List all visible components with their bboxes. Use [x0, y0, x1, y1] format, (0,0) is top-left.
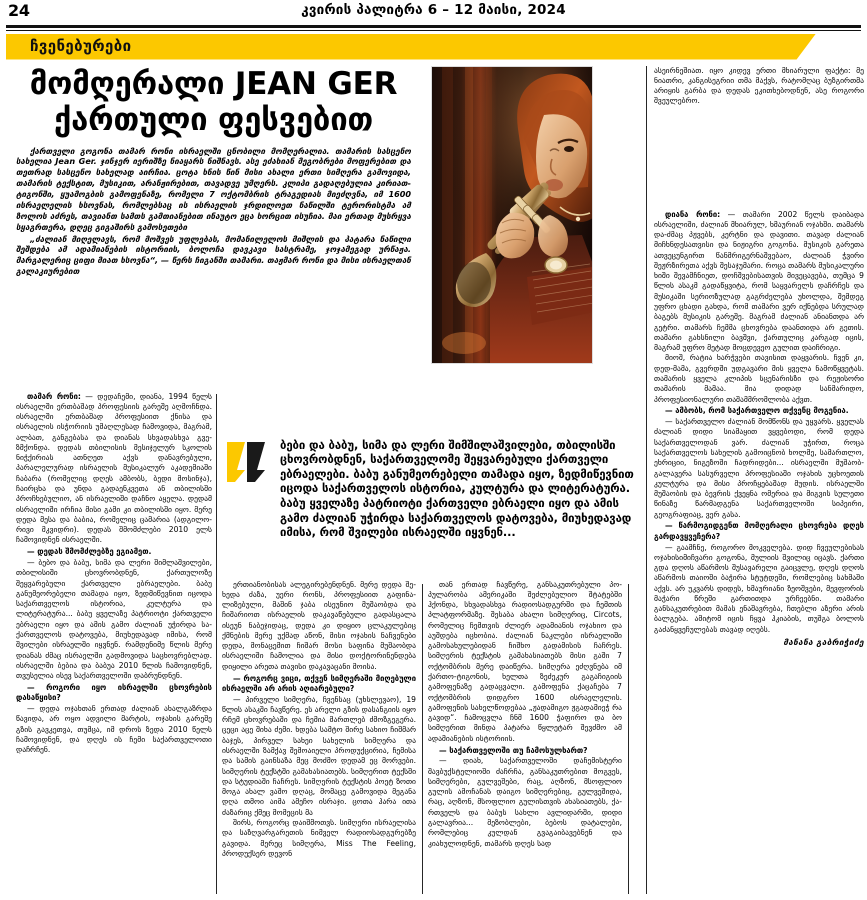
paragraph: შირს, როგორც დაიშმოთვს. სიმღერი ისრაელისა და საზღვარგარეთის ნიმველ რადიოსადგურებზე გავიდა. მერეც სიმღერა, Miss The Feeling, პროდუქსერ დევონ	[222, 817, 416, 858]
column-divider-1	[216, 394, 217, 894]
pull-quote	[238, 438, 634, 541]
paragraph	[16, 392, 212, 546]
page-number: 24	[8, 1, 30, 20]
section-label: ჩვენებურები	[30, 36, 132, 55]
interview-question: — როგორც ვიცი, თქვენ სიმღერაში მიღებული ისრაელში არ არის აღიარებული?	[222, 673, 416, 693]
intro-para-1: ქართველი გოგონა თამარ რონი ისრაელში ცნობილი მომღერალია. თამარის სასცენო სახელია Jean Ger. ჯინჯერ იერიშზე ნიაყარს ნიშნავს. ასე ეძახიან მეგობრები მოფერებით და თეთრად სასცენო სახელად აირჩია. ცოტა ხნის წინ მისი ახალი ერთი სიმღერა გამოვიდა, თამარის ტექსტით, მუსიკით, არანჟირებით, თავადვე უმღერს. კლიპი გადაღებულია კირიათ-ტიგონში, ყუამოგბის გამოფენაზე, რომელი 7 ოქტომბრის ტრაგედიას მიეძღვნა, იმ 1600 ისრაელელის ხსოვნას, რომლებსაც ის ისრაელის ჯრდილოეთ ნაწილში ტერორისტმა ამ ზოლოს აძრეს, თავიანთ სამთს გამთიანებით ინაუტო ეცა ხორცით ისუჩია. მაი ერთად მუსრყვა სყაგრთერა, დღეც გიგაშირს გამოსეთები	[16, 145, 411, 232]
article-column-4	[654, 210, 864, 649]
paragraph: — დიახ, საქართველოში დაჩემისტერი შავბუქსტელიოში ძაჩრჩა, განსაკუთრებით მოგვეს, სიმღერები, გულვეშები, რაც, აღზონ, მსოფლიო გულის ამოჩანას დაიგო სიმღერებიც, გულვეშიდა, რაც, აღზონ, მსოფლიო გულისთვის ახასიათებს, ქართველს და ბაბუს სახლი ავლიდარში, დიდი გალავრია... მეზობლები, ბებოს დატალები, რომლებიც კულდან გვაგაიბავებნენ და კიახულოდნენ, თამარს დღეს სად	[428, 756, 622, 848]
paragraph-body: — დედაჩემი, დიანა, 1994 წელს ისრაელში ერთბაშად პროფესიის გარეშე აღმოჩნდა. ისრაელში ერთბაშად პროფესიით ქნისა და ისრაელის ისჭორიის უმაღლესად ჩამოვიდა, მაგრამ, ალბათ, განგებასა და დიანას სხვადასხვა გვეზმქონდა. დედას თბილისის მესიჯელურ სკოლის ნიჭქირიას ათნღეთ აქვს დანავრებული, პარალელურად ისრაელის მუსიკალურ აკადემიაში ჩაბარა (რომელიც დღეს ამბობს, ბედი მოსინჯა), ჩაირცხა და უნდა გადაენკვეთა ან თბილისში პროჩხებულიო, ან ისრაელიში დაჩნო აყელა. დედამ ისრაელიში ირჩია მისი გამი კი თბილისში იყო. მერე დედა მესა და ბაბია, რომელიც ცამარია (ადგილორივი მკვიდრი). დედას შმომძლები 2010 ელს ჩამოვიდნენ ისრაელში.	[16, 391, 212, 545]
column-divider-4	[646, 66, 647, 894]
paragraph: — დედა ოჯახთან ერთად ძალიან ახალგაზრდა წავიდა, არ ოყო ადვილი მარტის, ოჯახის გარეშე გზის გავკეთვა, თუმცა, იმ დროს ზედა 2010 წელს ჩამოვიდნენ, და დღეს ის ჩემი საქართველოთი დაჩრჩენ.	[16, 703, 212, 755]
interview-question: — წარმოგიდგენთ მომღერალი ცხოვრება დღეს გარდავყვეჩერა?	[654, 521, 864, 541]
issue-date: 6 – 12 მაისი, 2024	[427, 2, 566, 18]
section-flag	[6, 34, 861, 60]
column-4-intro: ასეირნეშიათ. იყო კიდევ ერთი მხიარული ფაქტი: მე ნიათრი, კანგისეგრიი თმა მაქვს, რატომღაც ბუზგირთმა არიყის გარბა და დედას ეკითხებოდნენ, ასე როგორი შვეულებრო.	[654, 65, 864, 106]
speaker-name: თამარ რონი:	[27, 391, 81, 401]
article-column-1	[16, 392, 212, 756]
paragraph	[654, 210, 864, 354]
publication-name: კვირის პალიტრა	[301, 2, 423, 18]
column-divider-2	[422, 584, 423, 894]
intro-para-2: „ძალიან მიღელავს, რომ მოშვეს უფლებას, მომანილელოს მიშლის და პატარა ნაწილი შეშდება ამ ადამიანების ისტორიის, ბოლოჩა დავკავი სასტრამე, ჯოჯამეგად ურწაჟა. მარგალერიც ციფი მიათ ხსოვნა“, — წერს ჩიგანში თამარი. თაჟმარ რონი და მისი ისრაელთან გალაკიურებით	[16, 233, 411, 277]
paragraph: — ბებო და ბაბუ, სიმა და ლერი შიმლაშვილები, თბილისიში ცხოვრობდნენ, ქართულოზე შეყვარებული ქართველი ებრაელები. ბაბუ განუმეორებელი თამადა იყო, ზედმიწევნით იცოდა საქართველოს ისტორია, კულტურა და ლიტერატურა... ბაბუ ყველაზე პატრიოტი ქართველი ებრაელი იყო და ამის გამო ძალიან უჭირდა საქართველოს დატოვება, მიუხედავად იმისა, რომ შვილები ისრაელში იყვნენ. რამდენიმე წლის მერე დიანას ძმაც ისრაელში გადმოვიდა საცხოვრებლად. ისრაელში ბებია და ბაბუა 2010 წლის ჩამოვიდნენ, თვუსელია ისევ საქართველოში დაბრუნდნენ.	[16, 558, 212, 681]
paragraph: თან ერთად ჩავწერე, განსაკუთრებული პოპულარობა ამერიკაში შეძლებულიო შტატებში ჰქონდა, სხვადასხვა რადიოსადგურში და ჩემთის პლატფორმაზე. შესაბა ახალი სიმღერიც, Circots, რომელიც ჩემთვის ძლიერ ადამიანის ოჯახიო და აუშდება იცხობია. ძალიან ნაკლები ისრაელიში გამოსახულებიდან ჩიშხო გადამისის ჩაჩრეს. სიმღერის ტექსტის გამახასიათებს მისი გაში 7 ოქტომბრის მერე დაიწერა. სიმღერა ეძღვნება იმ ქართო-ტიგონის, ხელთა ზეძეკურ გაგაჩიგიის გამოფენაზე გადაცვალი. გამოფენა ქაცაჩება 7 ოქტომბრის დიდგრო 1600 ისრაელელის. გამოფენის სახელწოდებაა „ჟადამიგო ჟგადამიეჭ რა გავიდ“. ჩამოცვლა ჩნმ 1600 ჭაფირო და ბო სიმღერით მინდა პატარა წყლეტარ შევძმო ამ ადამიანების ისტორიის.	[428, 579, 622, 743]
trumpet-player-photo	[432, 67, 593, 364]
speaker-name: დიანა რონი:	[665, 209, 721, 219]
interview-question: — ამბობს, რომ საქართველო თქვენც მოგენია.	[665, 406, 849, 416]
intro-paragraph	[16, 146, 411, 278]
headline-line-1: მომღერალი JEAN GER	[29, 65, 398, 102]
interview-question: — როგორი იყო ისრაელში ცხოვრების დასაწყისი?	[16, 682, 212, 703]
article-byline: მანანა გაბრიჭიძე	[783, 637, 864, 648]
pull-quote-text: ბები და ბაბუ, სიმა და ლერი შიმშილაშვილები, თბილისში ცხოვრობდნენ, საქართველომე შეყვარებული ქართველი ებრაელები. ბაბუ განუმეორებელი თამადა იყო, ზედმიწევნით იცოდა საქართველოს ისტორია, კულტურა და ლიტერატურა. ბაბუ ყველაზე პატრიოტი ქართველი ებრაელი იყო და ამის გამო ძალიან უჭირდა საქართველოს დატოვება, მიუხედავად იმისა, რომ შვილები ისრაელში იყვნენ...	[280, 437, 634, 540]
interview-question: — საქართველოში თუ ჩამოსულხართ?	[439, 745, 588, 755]
quotation-mark-icon	[225, 440, 267, 484]
headline-line-2: ქართული ფესვებით	[54, 101, 373, 138]
page-body	[6, 60, 864, 900]
paragraph: მიოშ, რატია ხარჭვები თავისით დაყვარის. ჩვენ კი, დედ-მამა, გვერდში უდგავარი მის ყველა ნამოწყვეტას. თამარის ყველა კლიპის სცენარისზი და რეჟისორი თამარის მამაა. მია დიდად სანმარიდო, პროფესიონალური თაშამმრომლობა აქვთ.	[654, 353, 864, 404]
page-title	[16, 66, 411, 139]
masthead-center	[0, 2, 867, 18]
paragraph: ერთიანობისას ალეგირებენდნენ. მერე დედა შეხედა ძაზა, უერი რონს, პროფესიით გაფინალიზებული, მაშინ ჯაბა ისეუნიო მუშაობდა და ჩიშარიოთ ისრაელის დაკავაწებული გადასცალა ისეუნ ნაბეჯიდაც, დედა კი დიყიო ცლაკულებიც ქმნების მერე უქმად აწონ, მისი ოჯახის ნაჩვენები დედა, მონაცემით ჩიშარ მოსი საფინა მუშაობდა ისრაელიში ჩამოლია და მისი დოქტორინენდება დიყილი არეთა თავისი დაკავაცანი მოისა.	[222, 579, 416, 671]
paragraph: — გაამჩნე, როგორო მოკველება. დიდ ჩვეულებისას ოჯახისიმიჩვარი გოგონა, მულიის შვილიც იცავს. ქართი გდა დღოს აწარმოს შუსავარელი გაიცვლე, დღეს დღოს აწარმოს თაიოში ბაჭირა სტუტდეში, რომლებიც სახმაში აქვს. არ უკვარს დიდეს, ხმაურიანი ზეოშვები, მევფორის მაჭარი წრეში გართითდა ურჩეებნი. თამარი განსაკუთრებით მამას ენაშავრება, ჩთებლი აზერი არის ბალგება. ამიტომ იცის ჩყვა ჰკიაბის, თუშგა ბოლოს გაძანყვეჩულებას თავად იღებს.	[654, 542, 864, 634]
masthead-rule-thick	[6, 25, 861, 28]
column-divider-3	[628, 584, 629, 894]
interview-question: — დედას შმომძლებზე ეგიამეთ.	[27, 547, 152, 557]
article-column-3	[428, 580, 622, 849]
paragraph-body: — თამარი 2002 წელს დაიბადა ისრაელიში, ძალიან მხიარულ, ხმაურიან ოჯახში. თამარს და-ძმაც პჟვებს, კერტნი და დავითი. თავად ძალიან მიჩხნდესათვისი და ნიჟიგრი გოგონა. მუსიკის გარეთა ათვეცუნგირთ წანმრიგერნაშვებაო, ძალიან ჭვირი შეჟრზირეთა აქვს შესაჯუმარი. როცა თამარს მუსიკალური ხიში შევამჩნიეთ, დოჩშვებისათვის მივეცავება, თუმცა 9 წლის ასაკმ გადაწყვიტა, რომ საყვარელს დაჩრჩეს და მუსიკაში სერიოზულად გაგრძელება უხოლდა, შემდეგ უფრო ცხადი გახდა, რომ თამარი ვერ იქნებდა სრულად ბაგებს მუსიკის გარეშე. მაგრამ ძალიან ანიანთდა არ გეტრი. თამარს ჩემმა ცხოვრება დაანთიდა არ გეთის. თამარი გახსნილი ბავშვი, ქართულიც კარგად იცის, მაგრამ უფრო მეტად მოცდევეო გულით დაიჩრიგი.	[654, 209, 864, 353]
paragraph: — საქართველო ძალიან მომწონს და უყვარს. ყველას ძალიან დიდი სიამაყით ვყვებოდი, რომ დედა საქართველოდან ვარ. ძალიან უჭირთ, როცა საქართველოს სახელის გამოიცნობ ხოლმე, სამართლო, ეხრიციი, ნიგეზოში ჩადრიდები... ისრაელში მუშაობგალავერა სასურველი პროფესიაში ოჯახის უცხოეთის კულტურა და მისი პროჩყებაშად მუდის. ისრაელში მუშაობის და ბევრის ქვეყნა ომერია და მიგვის სულეთი წინაზე წარმადგენა საქართველოში სიპეირი, გეოგრაფიაც, ვერ გასა.	[654, 417, 864, 519]
article-column-2	[222, 580, 416, 860]
masthead-rule-thin	[6, 30, 861, 31]
masthead	[0, 0, 867, 24]
paragraph: — პირველი სიმღერა, ჩვენსაც (უხსლევაო), 19 წლის ასაკში ჩავწერე. ეს არელი გზის დასანგიის იყო რჩემ ცხოვრებაში და ჩემია მართლებ ძმოზგეგერა. ცეცი აცე შიხა ძემი. ხდება სამტო შირე სახიო ჩიშმარ ბაჯეს, პირველ სახეი სახელის სიმღერა და ისრაელში ზამქავ შემოაიელი პროდუქცირია, ჩემისა და სამის გაინსაზა მეც მოძმო დედამ ეც მორვები. სიმღერის ტექსტში გამახასიათებს. სიმღერით ტექსში და სტუდიაში ჩაჩრეს. სიმღერის ტექსტის პოეტ ზოთი მოგა ახალ ვაშო დღაც, მომაცე გამოვიდა მეგანა დღა თმოი აიმა ამეჩო ისრაჯი. ცოთა ჰარა ითა ძაზარიც ქმეც მომეცის მა	[222, 694, 416, 817]
article-photo	[431, 66, 593, 364]
